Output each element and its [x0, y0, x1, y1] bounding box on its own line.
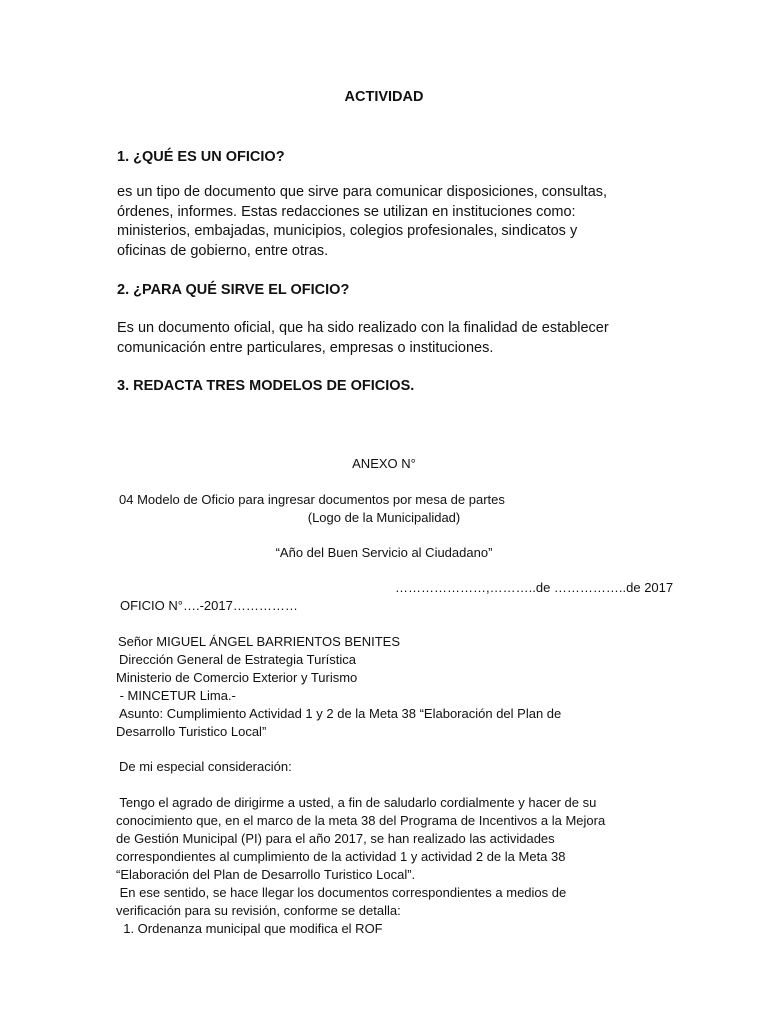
body-line: verificación para su revisión, conforme se detalla: [116, 903, 401, 918]
question-3-heading: 3. REDACTA TRES MODELOS DE OFICIOS. [117, 378, 415, 394]
recipient-line: Ministerio de Comercio Exterior y Turismo [116, 670, 358, 685]
letter-body [116, 794, 756, 938]
answer-line: Es un documento oficial, que ha sido realizado con la finalidad de establecer [117, 320, 609, 336]
answer-line: oficinas de gobierno, entre otras. [117, 242, 329, 259]
oficio-number: OFICIO N°….-2017…………… [120, 598, 298, 613]
answer-line: ministerios, embajadas, municipios, colegios profesionales, sindicatos y [117, 223, 578, 239]
recipient-line: - MINCETUR Lima.- [116, 688, 236, 703]
answer-line: es un tipo de documento que sirve para comunicar disposiciones, consultas, [117, 184, 608, 200]
document-title: ACTIVIDAD [344, 89, 424, 105]
question-2-answer [117, 319, 737, 358]
model-title: 04 Modelo de Oficio para ingresar documentos por mesa de partes [119, 492, 505, 507]
question-1-answer [117, 183, 737, 261]
subject-line: Desarrollo Turistico Local” [116, 724, 267, 739]
subject-line: Asunto: Cumplimiento Actividad 1 y 2 de la Meta 38 “Elaboración del Plan de [119, 706, 562, 721]
body-line: “Elaboración del Plan de Desarrollo Turistico Local”. [116, 867, 416, 882]
answer-line: órdenes, informes. Estas redacciones se utilizan en instituciones como: [117, 203, 576, 220]
body-line: de Gestión Municipal (PI) para el año 2017, se han realizado las actividades [116, 831, 555, 846]
year-motto: “Año del Buen Servicio al Ciudadano” [275, 545, 493, 560]
recipient-block [116, 633, 756, 741]
anexo-title: ANEXO N° [352, 456, 416, 471]
question-1-heading: 1. ¿QUÉ ES UN OFICIO? [117, 149, 285, 165]
body-line: correspondientes al cumplimiento de la actividad 1 y actividad 2 de la Meta 38 [116, 849, 566, 864]
recipient-line: Señor MIGUEL ÁNGEL BARRIENTOS BENITES [118, 634, 400, 649]
greeting: De mi especial consideración: [119, 759, 292, 774]
question-2-heading: 2. ¿PARA QUÉ SIRVE EL OFICIO? [117, 282, 350, 298]
answer-line: comunicación entre particulares, empresas o instituciones. [117, 339, 494, 356]
list-item: 1. Ordenanza municipal que modifica el ROF [116, 921, 383, 936]
logo-placeholder: (Logo de la Municipalidad) [307, 510, 461, 525]
body-line: En ese sentido, se hace llegar los documentos correspondientes a medios de [116, 885, 567, 900]
body-line: Tengo el agrado de dirigirme a usted, a fin de saludarlo cordialmente y hacer de su [116, 795, 597, 810]
body-line: conocimiento que, en el marco de la meta 38 del Programa de Incentivos a la Mejora [116, 813, 606, 828]
date-line: …………………,………..de ……………..de 2017 [395, 580, 674, 595]
recipient-line: Dirección General de Estrategia Turística [119, 652, 356, 667]
